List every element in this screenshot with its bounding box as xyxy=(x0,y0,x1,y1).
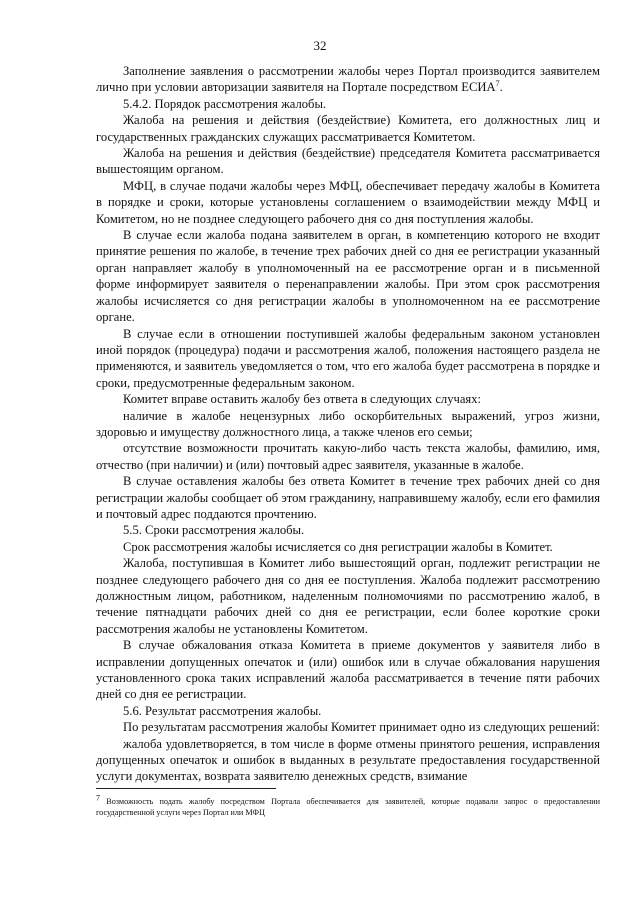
paragraph: Срок рассмотрения жалобы исчисляется со дня регистрации жалобы в Комитет. xyxy=(123,539,553,554)
paragraph: В случае оставления жалобы без ответа Комитет в течение трех рабочих дней со дня регистрации жалобы сообщает об этом гражданину, направившему жалобу, если его фамилия и почтовый адрес поддаются прочтению. xyxy=(96,474,600,521)
section-heading: 5.4.2. Порядок рассмотрения жалобы. xyxy=(123,96,327,111)
footnote-divider xyxy=(96,788,276,789)
footnote-ref: 7 xyxy=(495,79,500,89)
paragraph: Комитет вправе оставить жалобу без ответа в следующих случаях: xyxy=(123,392,482,407)
section-heading: 5.6. Результат рассмотрения жалобы. xyxy=(123,703,322,718)
footnote-marker: 7 xyxy=(96,793,100,803)
paragraph: МФЦ, в случае подачи жалобы через МФЦ, обеспечивает передачу жалобы в Комитета в порядке и сроки, которые установлены соглашением о взаимодействии между МФЦ и Комитетом, но не позднее следующего рабочего дня со дня поступления жалобы. xyxy=(96,178,600,226)
paragraph: Жалоба, поступившая в Комитет либо вышестоящий орган, подлежит регистрации не позднее следующего рабочего дня со дня ее поступления. Жалоба подлежит рассмотрению должностным лицом, работником, наделенным полномочиями по рассмотрению жалоб, в течение пятнадцати рабочих дней со дня ее регистрации, если более короткие сроки рассмотрения жалобы не установлены Комитетом. xyxy=(96,556,600,636)
paragraph: В случае обжалования отказа Комитета в приеме документов у заявителя либо в исправлении допущенных опечаток и (или) ошибок или в случае обжалования нарушения установленного срока таких исправлений жалоба рассматривается в течение пяти рабочих дней со дня ее регистрации. xyxy=(96,638,600,702)
paragraph: Заполнение заявления о рассмотрении жалобы через Портал производится заявителем лично при условии авторизации заявителя на Портале посредством ЕСИА$^7$. xyxy=(96,64,600,95)
paragraph: Жалоба на решения и действия (бездействие) председателя Комитета рассматривается вышестоящим органом. xyxy=(96,146,600,177)
footnote xyxy=(96,793,600,818)
paragraph: отсутствие возможности прочитать какую-либо часть текста жалобы, фамилию, имя, отчество (при наличии) и (или) почтовый адрес заявителя, указанные в жалобе. xyxy=(96,441,600,472)
paragraph: Жалоба на решения и действия (бездействие) Комитета, его должностных лиц и государственных гражданских служащих рассматривается Комитетом. xyxy=(96,113,600,144)
paragraph: В случае если в отношении поступившей жалобы федеральным законом установлен иной порядок (процедура) подачи и рассмотрения жалоб, положения настоящего раздела не применяются, и заявитель уведомляется о том, что его жалоба будет рассмотрена в порядке и сроки, предусмотренные федеральным законом. xyxy=(96,326,600,390)
body-text xyxy=(96,63,600,785)
paragraph: жалоба удовлетворяется, в том числе в форме отмены принятого решения, исправления допущенных опечаток и ошибок в выданных в результате предоставления государственной услуги документах, возврата заявителю денежных средств, взимание xyxy=(96,736,600,784)
paragraph: В случае если жалоба подана заявителем в орган, в компетенцию которого не входит принятие решения по жалобе, в течение трех рабочих дней со дня ее регистрации указанный орган направляет жалобу в уполномоченный на ее рассмотрение орган и в письменной форме информирует заявителя о перенаправлении жалобы. При этом срок рассмотрения жалобы исчисляется со дня регистрации жалобы в уполномоченном на ее рассмотрение органе. xyxy=(96,228,600,325)
paragraph: наличие в жалобе нецензурных либо оскорбительных выражений, угроз жизни, здоровью и имуществу должностного лица, а также членов его семьи; xyxy=(96,408,600,439)
page-number: 32 xyxy=(313,38,327,53)
footnote-text: Возможность подать жалобу посредством Портала обеспечивается для заявителей, которые подавали запрос о предоставлении государственной услуги через Портал или МФЦ xyxy=(96,797,600,817)
paragraph: По результатам рассмотрения жалобы Комитет принимает одно из следующих решений: xyxy=(123,720,600,735)
section-heading: 5.5. Сроки рассмотрения жалобы. xyxy=(123,523,305,538)
